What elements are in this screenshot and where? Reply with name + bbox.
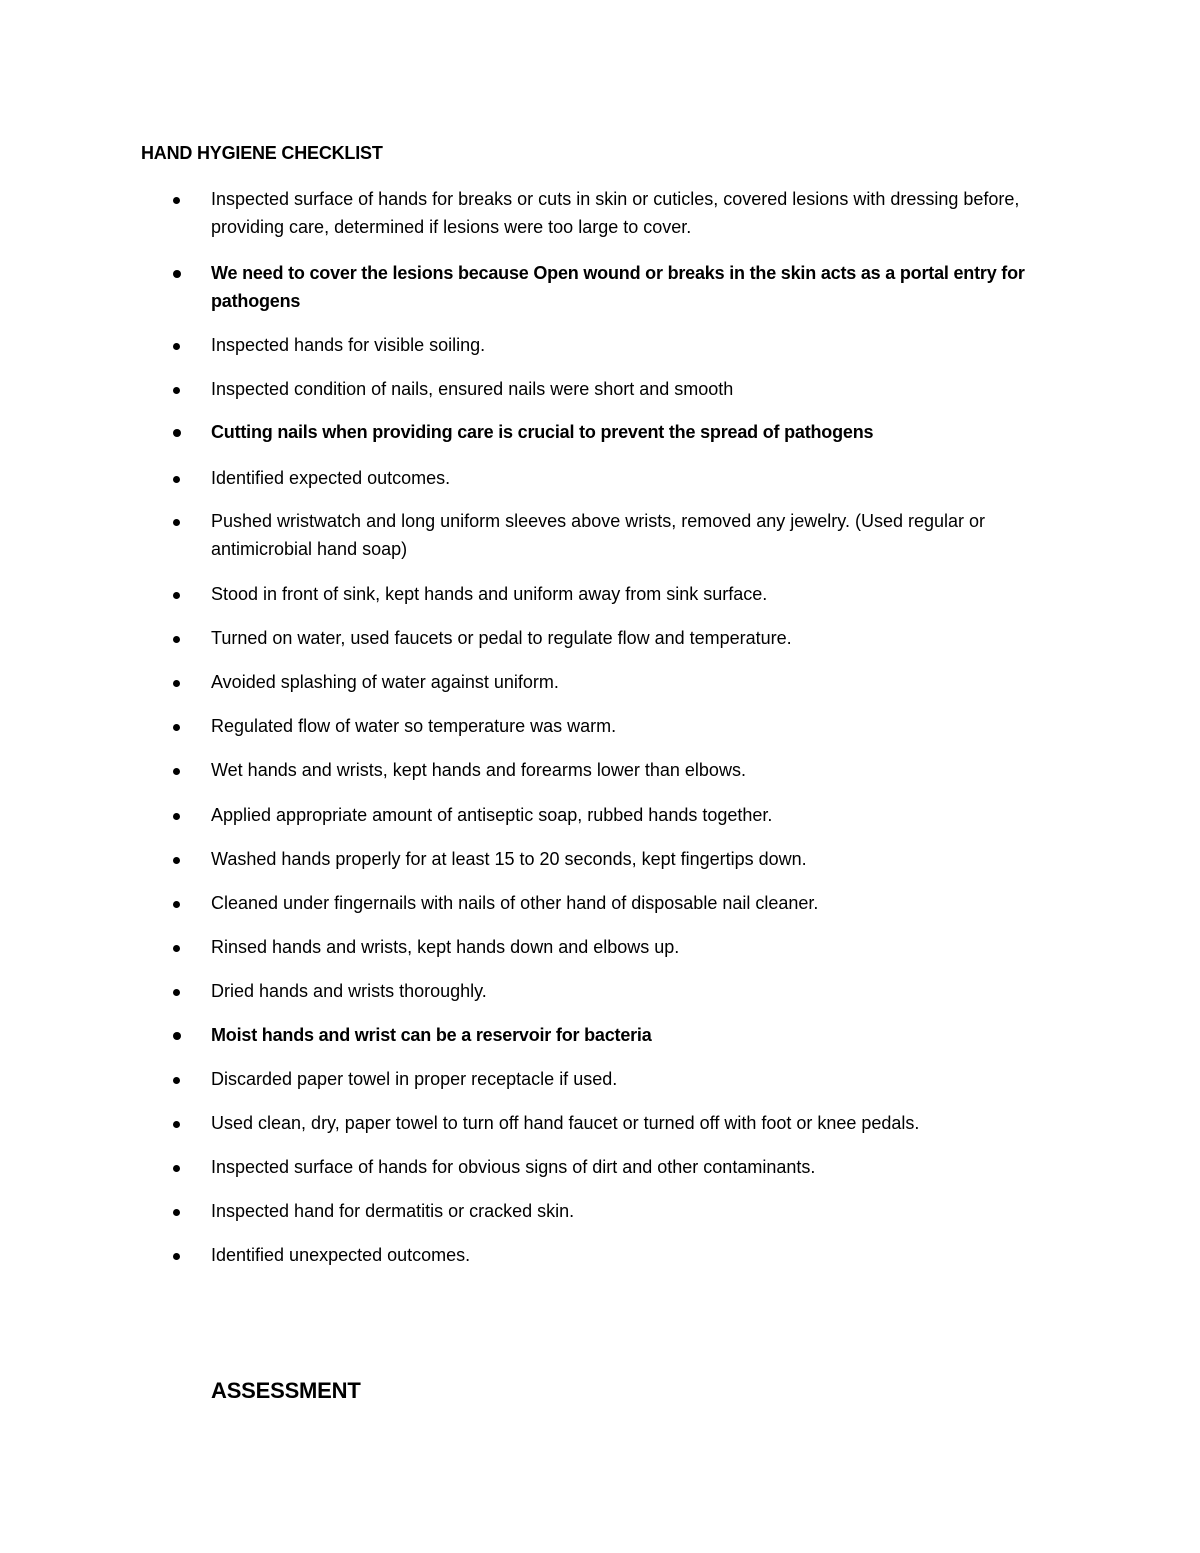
bullet-icon (173, 989, 180, 996)
checklist-item (211, 375, 1061, 403)
checklist-item-text: Inspected hands for visible soiling. (211, 335, 486, 355)
document-title: HAND HYGIENE CHECKLIST (141, 143, 383, 163)
checklist-item-text: Inspected hand for dermatitis or cracked skin. (211, 1201, 575, 1221)
checklist-item-text: Stood in front of sink, kept hands and uniform away from sink surface. (211, 584, 768, 604)
checklist-item-text: Pushed wristwatch and long uniform sleeves above wrists, removed any jewelry. (Used regular or antimicrobial hand soap) (211, 511, 986, 559)
bullet-icon (173, 1253, 180, 1260)
checklist-item-text: Dried hands and wrists thoroughly. (211, 981, 487, 1001)
bullet-icon (173, 945, 180, 952)
checklist-item-text: Cutting nails when providing care is crucial to prevent the spread of pathogens (211, 422, 874, 442)
checklist-item (211, 1153, 1061, 1181)
checklist-item-note (211, 418, 1061, 446)
checklist-item (211, 1197, 1061, 1225)
checklist-item (211, 712, 1061, 740)
bullet-icon (173, 636, 180, 643)
checklist-item-text: Identified expected outcomes. (211, 468, 451, 488)
checklist-item-text: Inspected surface of hands for obvious signs of dirt and other contaminants. (211, 1157, 816, 1177)
bullet-icon (173, 768, 180, 775)
bullet-icon (173, 343, 180, 350)
checklist-item-text: Used clean, dry, paper towel to turn off hand faucet or turned off with foot or knee pedals. (211, 1113, 920, 1133)
checklist-item-text: We need to cover the lesions because Open wound or breaks in the skin acts as a portal entry for pathogens (211, 263, 1025, 311)
checklist-item (211, 331, 1061, 359)
checklist-item (211, 1109, 1061, 1137)
checklist-item (211, 756, 1061, 784)
checklist-item-text: Inspected condition of nails, ensured nails were short and smooth (211, 379, 734, 399)
checklist-item-text: Moist hands and wrist can be a reservoir for bacteria (211, 1025, 652, 1045)
checklist-item-text: Turned on water, used faucets or pedal to regulate flow and temperature. (211, 628, 792, 648)
checklist-item (211, 933, 1061, 961)
bullet-icon (173, 724, 180, 731)
bullet-icon (173, 813, 180, 820)
checklist-item (211, 845, 1061, 873)
bullet-icon (173, 1121, 180, 1128)
checklist-item-text: Washed hands properly for at least 15 to 20 seconds, kept fingertips down. (211, 849, 807, 869)
checklist-item (211, 801, 1061, 829)
checklist-item (211, 185, 1061, 241)
checklist-item-text: Inspected surface of hands for breaks or cuts in skin or cuticles, covered lesions with dressing before, providing care, determined if lesions were too large to cover. (211, 189, 1020, 237)
checklist-item-text: Applied appropriate amount of antiseptic soap, rubbed hands together. (211, 805, 773, 825)
bullet-icon (173, 1077, 180, 1084)
checklist-item (211, 580, 1061, 608)
bullet-icon (173, 387, 180, 394)
bullet-icon (173, 519, 180, 526)
bullet-icon (173, 476, 180, 483)
checklist-item-note (211, 259, 1061, 315)
checklist-item (211, 668, 1061, 696)
bullet-icon (173, 1209, 180, 1216)
bullet-icon (173, 197, 180, 204)
checklist-item (211, 889, 1061, 917)
bullet-icon (173, 1032, 181, 1040)
bullet-icon (173, 592, 180, 599)
bullet-icon (173, 270, 181, 278)
checklist-item-text: Identified unexpected outcomes. (211, 1245, 471, 1265)
checklist-item (211, 507, 1061, 563)
checklist-item (211, 464, 1061, 492)
bullet-icon (173, 901, 180, 908)
bullet-icon (173, 429, 181, 437)
checklist-item-text: Wet hands and wrists, kept hands and forearms lower than elbows. (211, 760, 746, 780)
checklist-item (211, 1241, 1061, 1269)
checklist-item-note (211, 1021, 1061, 1049)
checklist-item-text: Rinsed hands and wrists, kept hands down and elbows up. (211, 937, 680, 957)
section-heading-assessment: ASSESSMENT (211, 1378, 361, 1403)
bullet-icon (173, 1165, 180, 1172)
checklist-item-text: Avoided splashing of water against uniform. (211, 672, 559, 692)
checklist-item (211, 1065, 1061, 1093)
checklist-item-text: Discarded paper towel in proper receptacle if used. (211, 1069, 618, 1089)
checklist-item-text: Cleaned under fingernails with nails of other hand of disposable nail cleaner. (211, 893, 819, 913)
checklist-item-text: Regulated flow of water so temperature was warm. (211, 716, 617, 736)
bullet-icon (173, 857, 180, 864)
checklist-item (211, 624, 1061, 652)
checklist-item (211, 977, 1061, 1005)
bullet-icon (173, 680, 180, 687)
